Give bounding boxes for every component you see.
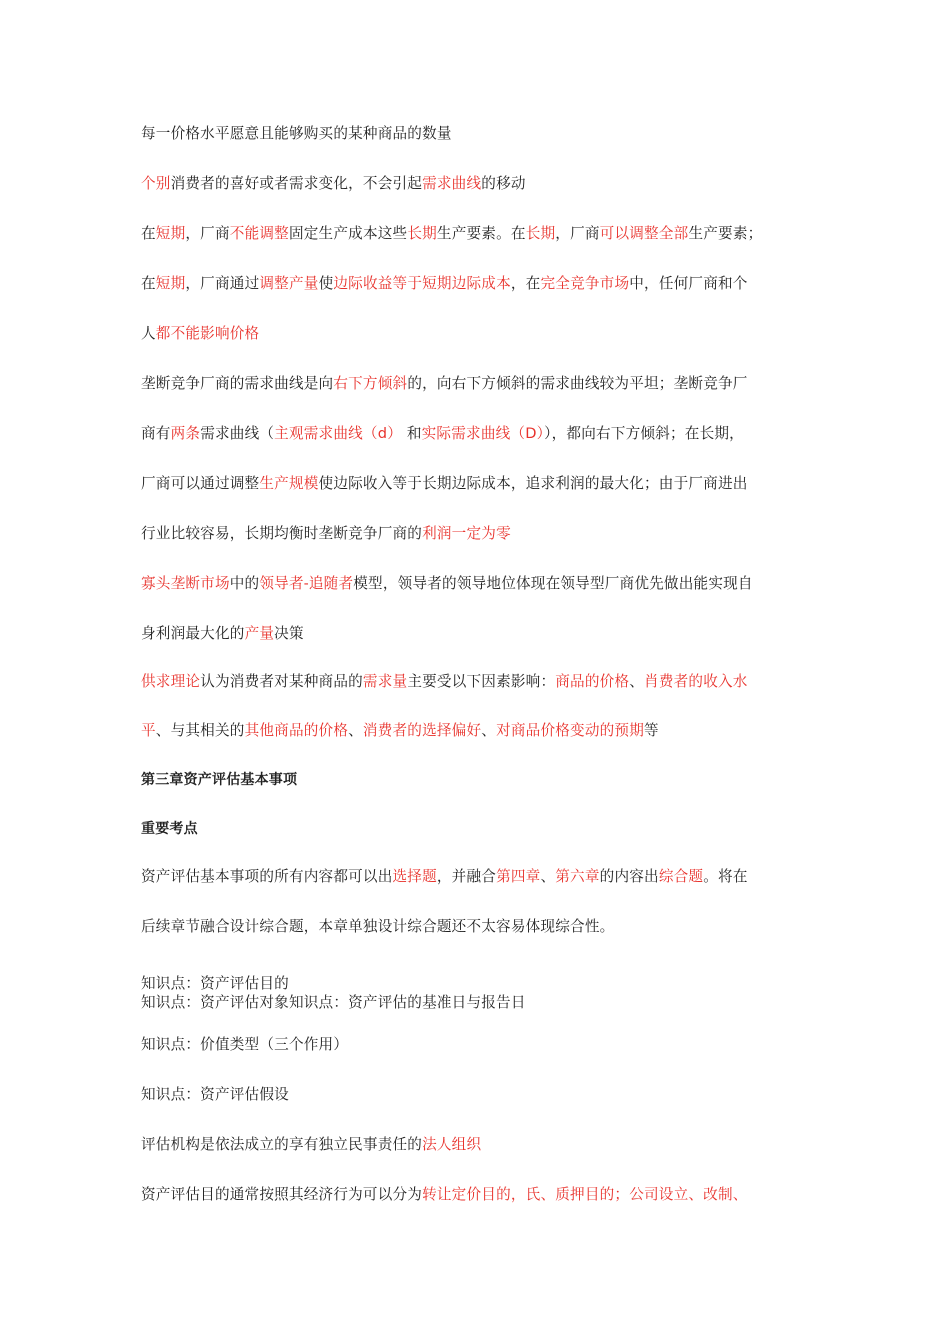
highlighted-term: 利润一定为零 — [422, 525, 511, 542]
highlighted-term: D — [525, 425, 537, 442]
highlighted-term: 长期 — [525, 225, 556, 242]
text-run: 生产要素。在 — [436, 225, 526, 242]
paragraph-line — [141, 324, 259, 344]
text-run: ，并融合 — [436, 868, 497, 885]
paragraph-line — [141, 624, 304, 644]
highlighted-term: 平 — [141, 722, 156, 739]
text-run: 第三章资产评估基本事项 — [141, 772, 298, 788]
paragraph-line — [141, 174, 526, 194]
text-run: 在 — [141, 225, 156, 242]
text-run: 知识点：资产评估对象知识点：资产评估的基准日与报告日 — [141, 994, 526, 1011]
text-run: 、 — [540, 868, 556, 885]
highlighted-term: 需求曲线 — [422, 175, 482, 192]
section-heading — [141, 770, 297, 790]
highlighted-term: 综合题 — [658, 868, 704, 885]
paragraph-line — [141, 374, 748, 394]
text-run: 、与其相关的 — [155, 722, 245, 739]
text-run: 每一价格水平愿意且能够购买的某种商品的数量 — [141, 125, 452, 142]
highlighted-term: 转让定价目的，氏、质押目的；公司设立、改制、 — [422, 1186, 748, 1203]
text-run: ，厂商 — [555, 225, 600, 242]
highlighted-term: 可以调整全部 — [599, 225, 689, 242]
section-heading — [141, 819, 198, 839]
paragraph-line — [141, 1185, 748, 1205]
highlighted-term: 短期 — [155, 275, 186, 292]
highlighted-term: d — [377, 425, 388, 442]
text-run: 模型，领导者的领导地位体现在领导型厂商优先做出能实现自 — [353, 575, 753, 592]
text-run: 决策 — [274, 625, 304, 642]
text-run: 重要考点 — [141, 821, 198, 837]
text-run: 等 — [644, 722, 659, 739]
text-run: 主要受以下因素影响： — [407, 673, 556, 690]
highlighted-term: 右下方倾斜 — [333, 375, 408, 392]
text-run: 身利润最大化的 — [141, 625, 245, 642]
text-run: 后续章节融合设计综合题，本章单独设计综合题还不太容易体现综合性。 — [141, 918, 615, 935]
highlighted-term: 其他商品的价格 — [244, 722, 349, 739]
text-run: 厂商可以通过调整 — [141, 475, 260, 492]
text-run: ，厂商 — [185, 225, 230, 242]
text-run: 评估机构是依法成立的享有独立民事责任的 — [141, 1136, 423, 1153]
highlighted-term: 产量 — [244, 625, 275, 642]
text-run: 资产评估基本事项的所有内容都可以出 — [141, 868, 393, 885]
paragraph-line — [141, 867, 748, 887]
text-run: 使边际收入等于长期边际成本，追求利润的最大化；由于厂商进出 — [318, 475, 748, 492]
paragraph-line — [141, 917, 614, 937]
paragraph-line — [141, 1035, 348, 1055]
paragraph-line — [141, 1085, 289, 1105]
text-run: 、 — [348, 722, 363, 739]
paragraph-line — [141, 224, 762, 244]
highlighted-term: 领导者-追随者 — [259, 575, 354, 592]
text-run: 的内容出 — [599, 868, 659, 885]
paragraph-line — [141, 1135, 481, 1155]
text-run: 需求曲线（ — [200, 425, 275, 442]
highlighted-term: 实际需求曲线（ — [421, 425, 526, 442]
highlighted-term: 边际收益等于短期边际成本 — [333, 275, 511, 292]
highlighted-term: 长期 — [407, 225, 437, 242]
highlighted-term: 短期 — [155, 225, 186, 242]
text-run: 使 — [318, 275, 334, 292]
text-run: 的，向右下方倾斜的需求曲线较为平坦；垄断竞争厂 — [407, 375, 748, 392]
paragraph-line — [141, 574, 753, 594]
highlighted-term: 供求理论 — [141, 673, 201, 690]
text-run: ，厂商通过 — [185, 275, 260, 292]
text-run: 的移动 — [481, 175, 526, 192]
text-run: 知识点：资产评估假设 — [141, 1086, 289, 1103]
highlighted-term: 选择题 — [392, 868, 437, 885]
highlighted-term: 调整产量 — [259, 275, 319, 292]
text-run: 人 — [141, 325, 156, 342]
highlighted-term: 完全竞争市场 — [540, 275, 630, 292]
highlighted-term: 第六章 — [555, 868, 600, 885]
text-run: 在 — [141, 275, 156, 292]
highlighted-term: 消费者的选择偏好 — [362, 722, 482, 739]
text-run: 垄断竞争厂商的需求曲线是向 — [141, 375, 334, 392]
highlighted-term: 商品的价格 — [555, 673, 630, 690]
highlighted-term: 两条 — [170, 425, 201, 442]
text-run: 认为消费者对某种商品的 — [200, 673, 363, 690]
text-run: 固定生产成本这些 — [288, 225, 408, 242]
text-run: 消费者的喜好或者需求变化，不会引起 — [170, 175, 423, 192]
highlighted-term: 不能调整 — [229, 225, 289, 242]
text-run: 和 — [402, 425, 422, 442]
text-run: ），都向右下方倾斜；在长期， — [544, 425, 744, 442]
paragraph-line — [141, 274, 748, 294]
paragraph-line — [141, 974, 289, 994]
highlighted-term: 主观需求曲线（ — [274, 425, 378, 442]
paragraph-line — [141, 424, 744, 444]
paragraph-line — [141, 672, 748, 692]
highlighted-term: 个别 — [141, 175, 171, 192]
paragraph-line — [141, 721, 659, 741]
highlighted-term: 需求量 — [362, 673, 408, 690]
highlighted-term: 都不能影响价格 — [155, 325, 260, 342]
text-run: 生产要素； — [688, 225, 763, 242]
text-run: 、 — [481, 722, 497, 739]
text-run: 。将在 — [703, 868, 748, 885]
text-run: 中，任何厂商和个 — [629, 275, 748, 292]
highlighted-term: 法人组织 — [422, 1136, 482, 1153]
text-run: 、 — [629, 673, 645, 690]
text-run: 资产评估目的通常按照其经济行为可以分为 — [141, 1186, 423, 1203]
highlighted-term: 生产规模 — [259, 475, 319, 492]
highlighted-term: 肖费者的收入水 — [644, 673, 748, 690]
text-run: ，在 — [510, 275, 541, 292]
text-run: 行业比较容易，长期均衡时垄断竞争厂商的 — [141, 525, 423, 542]
highlighted-term: 第四章 — [496, 868, 541, 885]
paragraph-line — [141, 524, 511, 544]
highlighted-term: ） — [387, 425, 402, 442]
highlighted-term: 对商品价格变动的预期 — [496, 722, 645, 739]
paragraph-line — [141, 474, 748, 494]
paragraph-line — [141, 124, 452, 144]
text-run: 商有 — [141, 425, 171, 442]
highlighted-term: 寡头垄断市场 — [141, 575, 230, 592]
highlighted-term: ） — [536, 425, 545, 442]
paragraph-line — [141, 993, 526, 1013]
text-run: 知识点：价值类型（三个作用） — [141, 1036, 349, 1053]
text-run: 知识点：资产评估目的 — [141, 975, 289, 992]
text-run: 中的 — [229, 575, 260, 592]
